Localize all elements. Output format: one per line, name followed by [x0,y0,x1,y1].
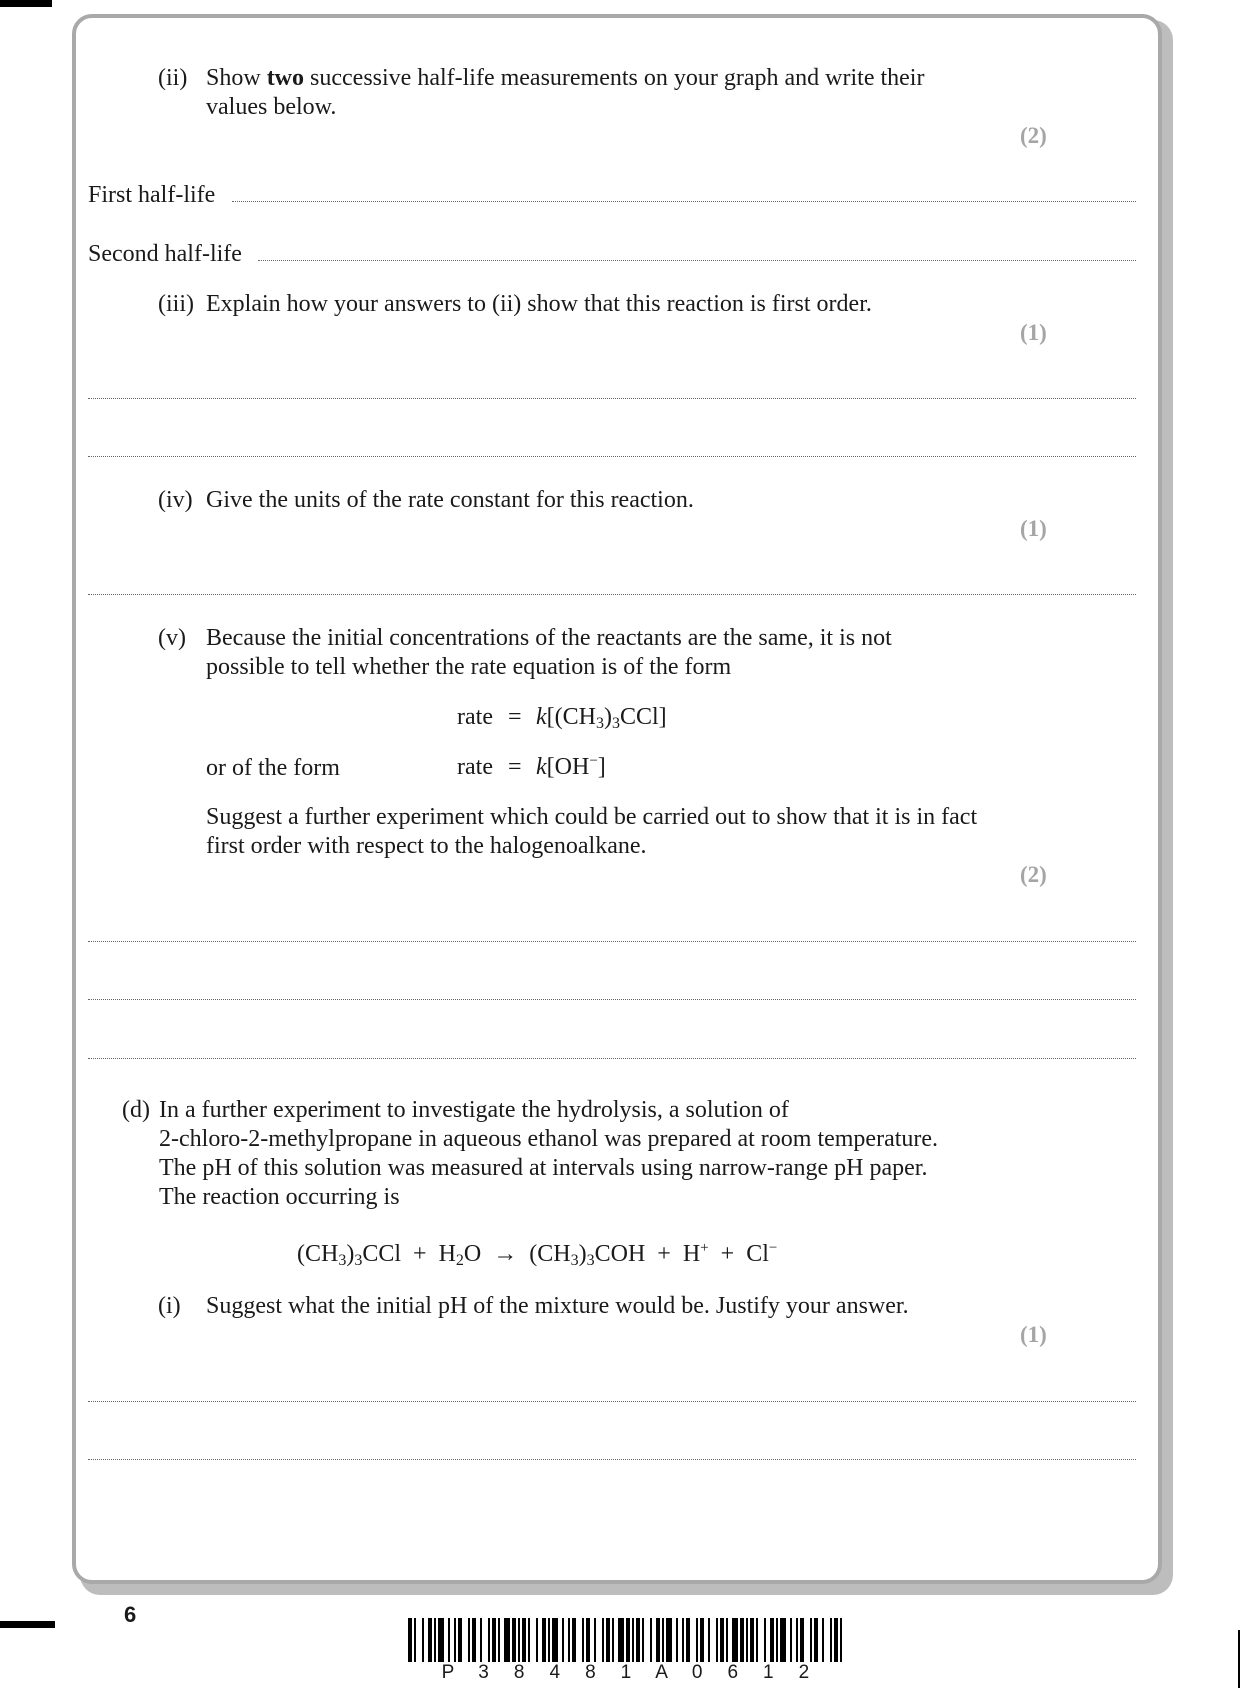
question-v-number: (v) [158,625,186,651]
answer-line[interactable] [88,594,1136,595]
first-half-life-answer-line[interactable] [232,201,1136,202]
barcode-char: 3 [478,1662,489,1683]
question-d-text: The pH of this solution was measured at intervals using narrow-range pH paper. [159,1155,928,1181]
question-iii-number: (iii) [158,291,194,317]
question-d-label: (d) [122,1097,150,1123]
barcode-bar [686,1618,690,1662]
barcode-bar [796,1618,798,1662]
barcode-char: P [441,1662,455,1683]
rate-equation-2-label: rate [457,754,493,780]
barcode-bar [750,1618,754,1662]
barcode-bar [682,1618,684,1662]
barcode-bar [656,1618,660,1662]
answer-line[interactable] [88,456,1136,457]
barcode-bar [606,1618,610,1662]
barcode-bar [830,1618,832,1662]
barcode-bar [642,1618,644,1662]
question-v-marks: (2) [1020,862,1047,887]
question-v-text: Because the initial concentrations of the reactants are the same, it is not [206,625,892,651]
barcode-bar [732,1618,738,1662]
barcode-bar [448,1618,450,1662]
question-iii-text: Explain how your answers to (ii) show that this reaction is first order. [206,291,872,317]
answer-line[interactable] [88,1459,1136,1460]
barcode-bar [454,1618,456,1662]
barcode-bar [428,1618,432,1662]
barcode-bar [472,1618,476,1662]
barcode-bar [468,1618,470,1662]
reaction-arrow-icon: → [493,1241,518,1267]
barcode-bar [536,1618,538,1662]
question-iii-marks: (1) [1020,320,1047,345]
barcode-bar [542,1618,546,1662]
barcode-bar [518,1618,520,1662]
second-half-life-answer-line[interactable] [258,260,1136,261]
barcode-bar [676,1618,678,1662]
question-iv-text: Give the units of the rate constant for this reaction. [206,487,694,513]
barcode-bar [700,1618,704,1662]
barcode-bar [408,1618,412,1662]
barcode-bar [780,1618,786,1662]
barcode-bar [840,1618,842,1662]
barcode-bar [720,1618,724,1662]
barcode-bar [650,1618,652,1662]
question-iv-number: (iv) [158,487,193,513]
barcode-bar [740,1618,744,1662]
barcode-bar [572,1618,576,1662]
barcode-bar [568,1618,570,1662]
barcode-char: 1 [620,1662,632,1683]
barcode-bar [822,1618,824,1662]
question-d-i-marks: (1) [1020,1322,1047,1347]
question-v-suggest-cont: first order with respect to the halogenoalkane. [206,833,647,859]
question-v-suggest: Suggest a further experiment which could be carried out to show that it is in fact [206,804,978,830]
rate-equation-1-label: rate [457,704,493,730]
question-d-i-text: Suggest what the initial pH of the mixture would be. Justify your answer. [206,1293,909,1319]
barcode-bar [438,1618,444,1662]
barcode-bar [434,1618,436,1662]
question-d-text: In a further experiment to investigate the hydrolysis, a solution of [159,1097,789,1123]
barcode-bar [662,1618,664,1662]
barcode-text [438,1662,814,1684]
barcode-bar [548,1618,550,1662]
barcode-bar [632,1618,634,1662]
barcode-bar [726,1618,728,1662]
barcode-bar [422,1618,424,1662]
rate-equation-1: $k[(CH_3)_3CCl]$ [536,704,667,732]
barcode-bar [602,1618,604,1662]
barcode-bar [834,1618,838,1662]
barcode-bar [636,1618,640,1662]
barcode-bar [414,1618,416,1662]
barcode-bar [504,1618,510,1662]
question-ii-text-cont: values below. [206,94,337,120]
question-v-text-cont: possible to tell whether the rate equation is of the form [206,654,732,680]
barcode-bar [810,1618,812,1662]
question-ii-text: Show two successive half-life measurements on your graph and write their [206,65,925,91]
question-d-text: 2-chloro-2-methylpropane in aqueous ethanol was prepared at room temperature. [159,1126,939,1152]
barcode-bar [528,1618,530,1662]
barcode-bar [594,1618,596,1662]
or-of-the-form: or of the form [206,755,340,781]
barcode-char: 4 [549,1662,561,1683]
barcode-bar [770,1618,774,1662]
barcode-char: 6 [727,1662,739,1683]
barcode-bar [458,1618,462,1662]
barcode-bar [716,1618,718,1662]
barcode-icon [408,1618,844,1662]
barcode-bar [480,1618,482,1662]
second-half-life-label: Second half-life [88,241,242,267]
barcode-bar [488,1618,490,1662]
answer-line[interactable] [88,1058,1136,1059]
registration-mark-top [0,0,52,7]
barcode-bar [492,1618,496,1662]
registration-mark-bottom [0,1621,55,1628]
barcode-bar [612,1618,614,1662]
barcode-bar [618,1618,624,1662]
barcode-char: A [655,1662,668,1683]
first-half-life-label: First half-life [88,182,216,208]
barcode-char: 8 [585,1662,596,1683]
equals-sign: = [508,754,522,780]
reaction-equation: $(CH_3)_3CCl + H_2O \to (CH_3)_3COH + H^+ + Cl^-$ [297,1240,778,1269]
question-d-i-number: (i) [158,1293,181,1319]
barcode-bar [814,1618,818,1662]
equals-sign: = [508,704,522,730]
barcode-bar [522,1618,526,1662]
barcode-bar [666,1618,672,1662]
barcode-bar [756,1618,758,1662]
barcode-bar [582,1618,584,1662]
answer-line[interactable] [88,941,1136,942]
rate-equation-2: k[OH−] [536,753,606,780]
barcode-bar [586,1618,590,1662]
answer-line[interactable] [88,1401,1136,1402]
barcode-bar [790,1618,792,1662]
barcode-bar [764,1618,766,1662]
barcode-bar [626,1618,630,1662]
barcode-bar [512,1618,516,1662]
question-ii-marks: (2) [1020,123,1047,148]
barcode-bar [562,1618,564,1662]
answer-line[interactable] [88,398,1136,399]
question-d-text: The reaction occurring is [159,1184,400,1210]
barcode-char: 2 [798,1662,810,1683]
barcode-char: 0 [691,1662,703,1683]
answer-line[interactable] [88,999,1136,1000]
barcode-char: 1 [763,1662,774,1683]
barcode-char: 8 [513,1662,525,1683]
barcode-bar [708,1618,710,1662]
barcode-bar [498,1618,500,1662]
barcode-bar [746,1618,748,1662]
question-ii-number: (ii) [158,65,188,91]
barcode-bar [800,1618,804,1662]
question-iv-marks: (1) [1020,516,1047,541]
barcode-bar [776,1618,778,1662]
barcode-bar [696,1618,698,1662]
page-number: 6 [124,1602,137,1627]
barcode-bar [552,1618,558,1662]
